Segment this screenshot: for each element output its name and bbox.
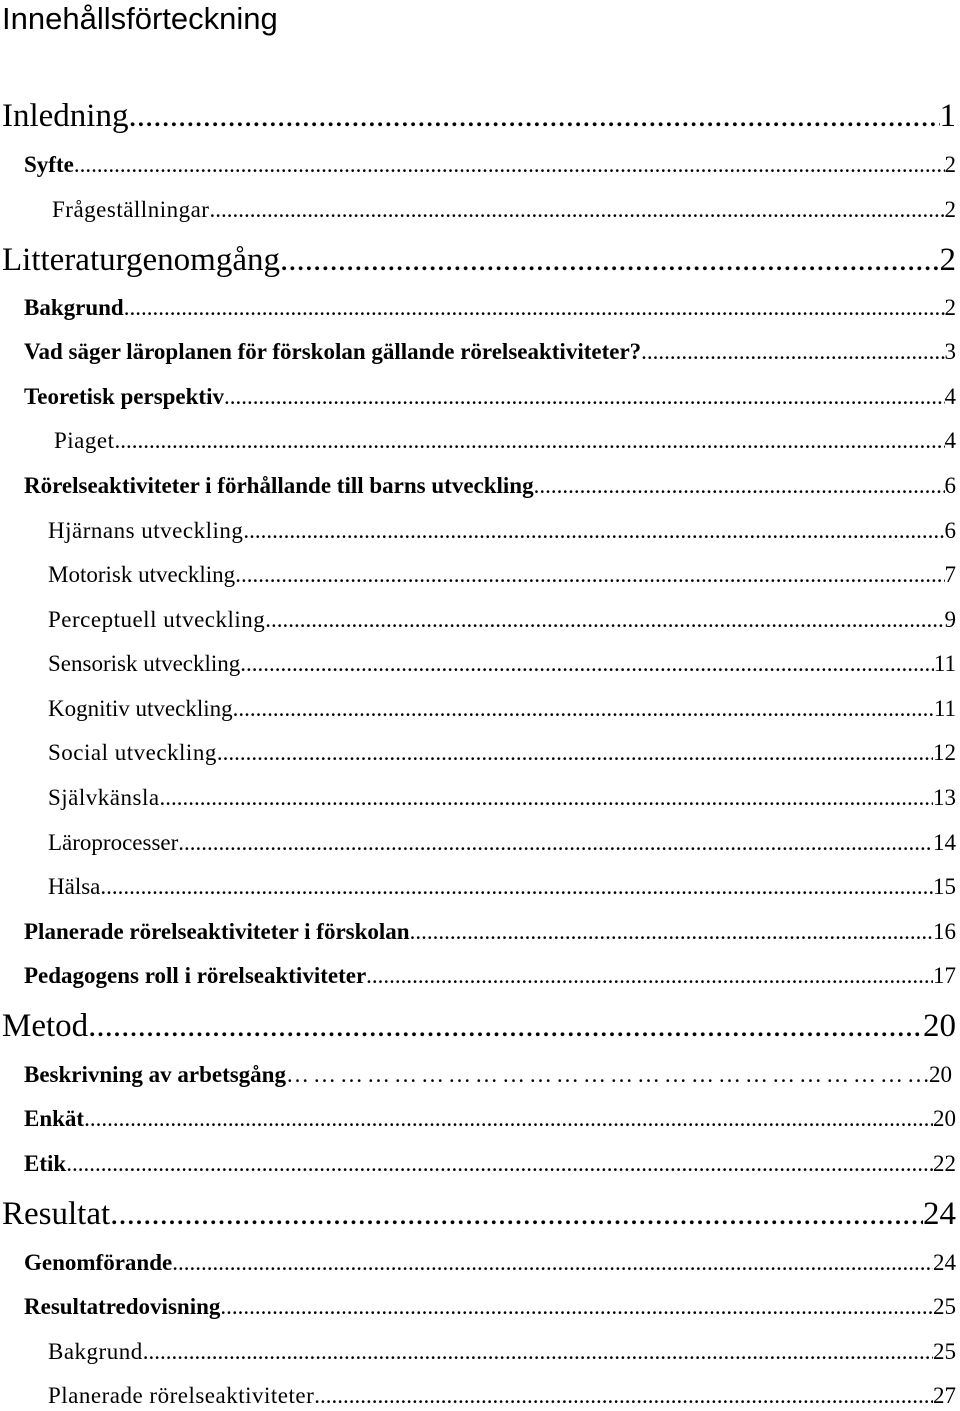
dot-leader — [110, 1194, 923, 1234]
dot-leader — [243, 516, 944, 546]
toc-entry-page: 27 — [933, 1383, 956, 1408]
toc-entry-label: Resultat — [2, 1196, 111, 1232]
toc-entry-etik[interactable] — [24, 1149, 956, 1179]
dot-leader — [128, 96, 939, 136]
toc-entry-teoretisk-perspektiv[interactable] — [24, 382, 956, 412]
dot-leader — [641, 337, 944, 367]
toc-entry-page: 6 — [944, 473, 956, 498]
toc-entry-resultat[interactable] — [2, 1194, 956, 1234]
dot-leader — [233, 694, 934, 724]
toc-entry-label: Planerade rörelseaktiviteter i förskolan — [24, 919, 410, 944]
toc-entry-sensorisk-utveckling[interactable] — [48, 649, 956, 679]
dot-leader — [124, 293, 945, 323]
toc-entry-social-utveckling[interactable] — [48, 738, 956, 768]
toc-entry-motorisk-utveckling[interactable] — [48, 560, 956, 590]
toc-entry-laroplanen[interactable] — [24, 337, 956, 367]
toc-entry-label: Bakgrund — [48, 1339, 143, 1364]
toc-entry-label: Genomförande — [24, 1250, 173, 1275]
toc-entry-page: 7 — [944, 562, 956, 587]
toc-entry-halsa[interactable] — [48, 872, 956, 902]
dot-leader — [160, 783, 933, 813]
toc-entry-fragestallningar[interactable] — [52, 195, 956, 225]
toc-entry-label: Inledning — [2, 98, 129, 134]
toc-entry-page: 3 — [944, 339, 956, 364]
toc-entry-page: 25 — [933, 1294, 956, 1319]
toc-entry-enkat[interactable] — [24, 1104, 956, 1134]
toc-entry-resultatredovisning[interactable] — [24, 1292, 956, 1322]
toc-entry-page: 16 — [933, 919, 956, 944]
toc-entry-label: Rörelseaktiviteter i förhållande till barns utveckling — [24, 473, 534, 498]
toc-entry-label: Hälsa — [48, 874, 101, 899]
dot-leader — [366, 961, 933, 991]
dot-leader — [115, 426, 945, 456]
toc-entry-page: 6 — [944, 518, 956, 543]
toc-entry-laroprocesser[interactable] — [48, 828, 956, 858]
toc-entry-page: 22 — [933, 1151, 956, 1176]
toc-entry-litteraturgenomgang[interactable] — [2, 240, 956, 280]
toc-entry-page: 9 — [944, 607, 956, 632]
toc-entry-page: 24 — [933, 1250, 956, 1275]
dot-leader — [88, 1006, 923, 1046]
toc-entry-label: Självkänsla — [48, 785, 160, 810]
toc-entry-sjalvkansla[interactable] — [48, 783, 956, 813]
dot-leader — [534, 471, 945, 501]
toc-entry-page: 15 — [933, 874, 956, 899]
toc-entry-metod[interactable] — [2, 1006, 956, 1046]
toc-entry-syfte[interactable] — [24, 150, 956, 180]
dot-leader — [224, 382, 945, 412]
toc-entry-page: 24 — [923, 1196, 956, 1232]
toc-entry-page: 2 — [944, 152, 956, 177]
toc-entry-rorelseaktiviteter-utveckling[interactable] — [24, 471, 956, 501]
toc-entry-page: 20 — [933, 1106, 956, 1131]
toc-entry-label: Vad säger läroplanen för förskolan gällande rörelseaktiviteter? — [24, 339, 642, 364]
toc-entry-pedagogens-roll[interactable] — [24, 961, 956, 991]
toc-entry-planerade-rorelseaktiviteter[interactable] — [48, 1381, 956, 1411]
dot-leader — [172, 1248, 933, 1278]
toc-entry-page: 17 — [933, 963, 956, 988]
dot-leader — [209, 195, 944, 225]
toc-entry-page: 20 — [929, 1062, 952, 1087]
toc-entry-label: Etik — [24, 1151, 67, 1176]
toc-entry-page: 1 — [939, 98, 956, 134]
dot-leader — [74, 150, 945, 180]
toc-entry-label: Resultatredovisning — [24, 1294, 221, 1319]
toc-entry-label: Syfte — [24, 152, 74, 177]
dot-leader — [265, 605, 944, 635]
dot-leader — [84, 1104, 933, 1134]
toc-entry-bakgrund[interactable] — [24, 293, 956, 323]
dot-leader — [217, 738, 933, 768]
toc-title: Innehållsförteckning — [2, 1, 278, 36]
toc-entry-label: Litteraturgenomgång — [2, 242, 280, 278]
toc-entry-page: 12 — [933, 740, 956, 765]
toc-entry-page: 20 — [923, 1008, 956, 1044]
toc-entry-label: Motorisk utveckling — [48, 562, 236, 587]
toc-entry-genomforande[interactable] — [24, 1248, 956, 1278]
toc-entry-resultat-bakgrund[interactable] — [48, 1337, 956, 1367]
dot-leader — [314, 1381, 933, 1411]
toc-entry-label: Frågeställningar — [52, 197, 210, 222]
toc-entry-page: 25 — [933, 1339, 956, 1364]
dot-leader — [143, 1337, 933, 1367]
toc-entry-page: 11 — [933, 696, 956, 721]
toc-entry-page: 2 — [944, 295, 956, 320]
toc-entry-page: 2 — [939, 242, 956, 278]
toc-entry-perceptuell-utveckling[interactable] — [48, 605, 956, 635]
dot-leader — [286, 1060, 929, 1090]
dot-leader — [220, 1292, 933, 1322]
dot-leader — [235, 560, 944, 590]
toc-entry-label: Beskrivning av arbetsgång — [24, 1062, 286, 1087]
dot-leader — [100, 872, 933, 902]
toc-entry-beskrivning-arbetsgang[interactable] — [24, 1060, 952, 1090]
toc-entry-inledning[interactable] — [2, 96, 956, 136]
dot-leader — [410, 917, 933, 947]
toc-entry-label: Kognitiv utveckling — [48, 696, 233, 721]
toc-entry-label: Sensorisk utveckling — [48, 651, 241, 676]
toc-entry-page: 14 — [933, 830, 956, 855]
toc-entry-page: 4 — [944, 384, 956, 409]
toc-entry-page: 2 — [944, 197, 956, 222]
toc-entry-label: Piaget — [54, 428, 115, 453]
toc-entry-label: Enkät — [24, 1106, 85, 1131]
toc-entry-kognitiv-utveckling[interactable] — [48, 694, 956, 724]
toc-entry-page: 13 — [933, 785, 956, 810]
dot-leader — [240, 649, 934, 679]
toc-entry-hjarnans-utveckling[interactable] — [48, 516, 956, 546]
toc-entry-label: Bakgrund — [24, 295, 124, 320]
toc-entry-label: Läroprocesser — [48, 830, 179, 855]
toc-entry-label: Hjärnans utveckling — [48, 518, 244, 543]
toc-entry-planerade-rorelseaktiviteter-forskolan[interactable] — [24, 917, 956, 947]
toc-entry-label: Teoretisk perspektiv — [24, 384, 224, 409]
toc-entry-label: Metod — [2, 1008, 89, 1044]
dot-leader — [280, 240, 940, 280]
toc-entry-piaget[interactable] — [54, 426, 956, 456]
dot-leader — [66, 1149, 933, 1179]
dot-leader — [178, 828, 933, 858]
toc-entry-label: Pedagogens roll i rörelseaktiviteter — [24, 963, 367, 988]
toc-entry-label: Planerade rörelseaktiviteter — [48, 1383, 315, 1408]
toc-entry-label: Social utveckling — [48, 740, 217, 765]
toc-entry-page: 11 — [933, 651, 956, 676]
toc-entry-page: 4 — [944, 428, 956, 453]
toc-entry-label: Perceptuell utveckling — [48, 607, 266, 632]
